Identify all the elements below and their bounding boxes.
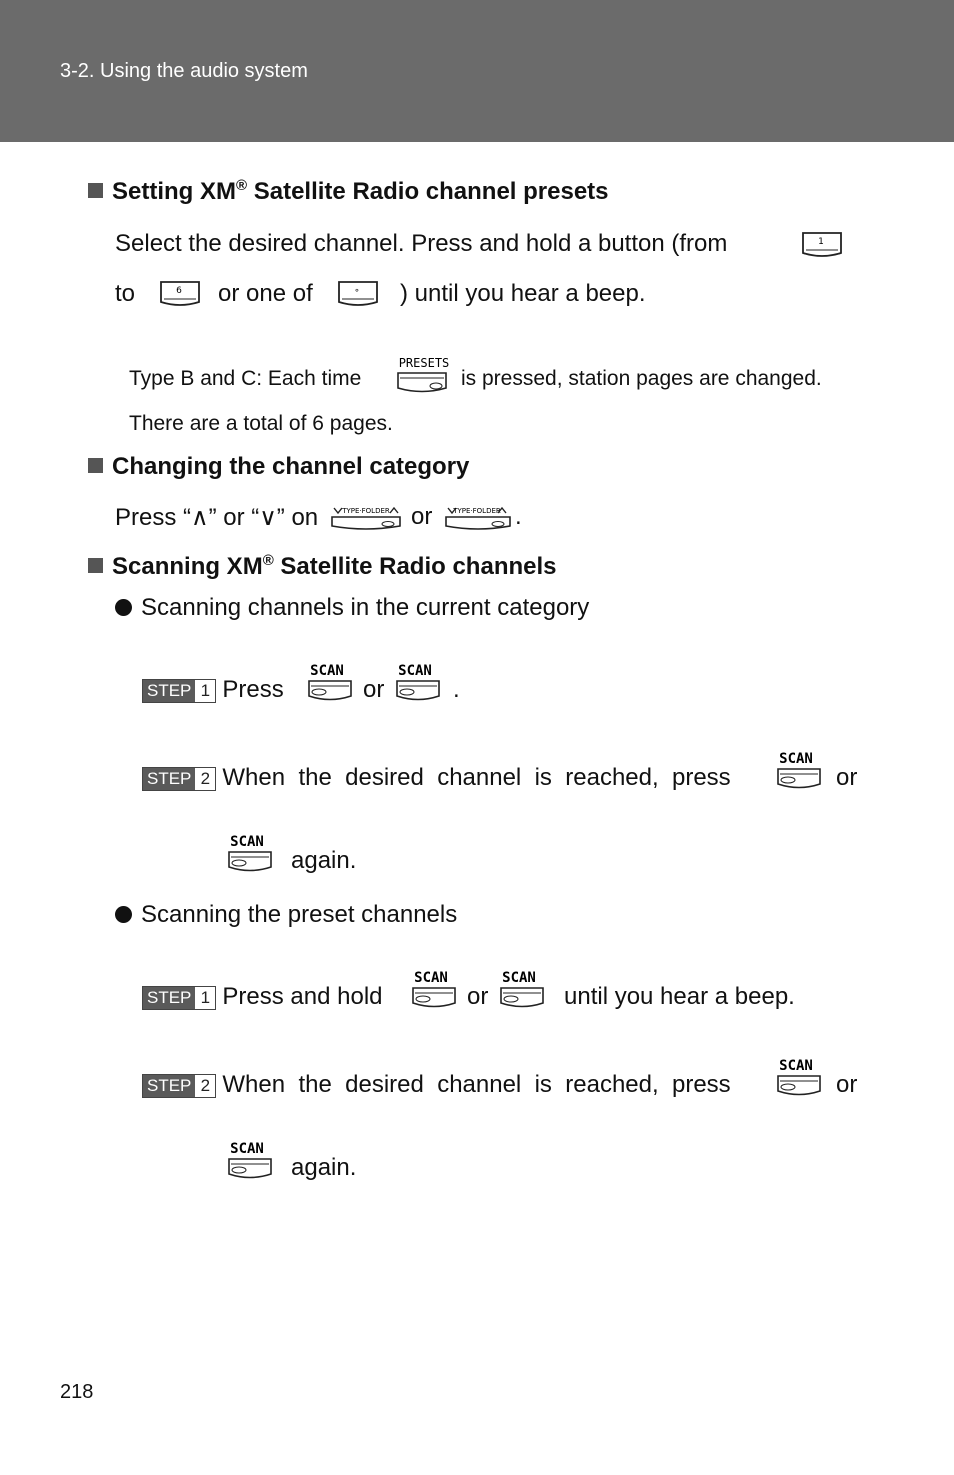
scan-label: SCAN — [230, 1141, 264, 1157]
step-text: or — [363, 676, 385, 703]
category-line-mid — [411, 503, 432, 531]
step-text: Press — [222, 676, 284, 703]
step-label: STEP — [143, 987, 195, 1009]
step-label: STEP — [143, 1075, 195, 1097]
breadcrumb: 3-2. Using the audio system — [60, 60, 308, 82]
step-label: STEP — [143, 768, 195, 790]
step-2-or — [836, 764, 857, 792]
preset-dot-button-icon — [336, 279, 380, 309]
section-heading-scanning — [88, 553, 557, 581]
registered-mark: ® — [236, 177, 248, 194]
step-number: 2 — [200, 1075, 211, 1095]
section-heading-category — [88, 453, 469, 481]
body-text: to — [115, 280, 136, 307]
step-1-end — [453, 676, 460, 704]
step-2-again — [291, 847, 356, 875]
preset-6-label: 6 — [176, 286, 182, 296]
section-heading-presets — [88, 178, 609, 206]
type-folder-label: TYPE·FOLDER — [453, 507, 501, 515]
scan-button-icon — [394, 662, 444, 706]
presets-button-icon — [396, 355, 452, 397]
step-1-row-preset — [142, 983, 383, 1011]
type-folder-button-icon — [330, 502, 402, 532]
scan-label: SCAN — [230, 834, 264, 850]
presets-line-2-mid — [218, 280, 313, 308]
scan-subheading-1 — [115, 594, 589, 622]
category-line-end — [515, 503, 522, 531]
body-text: or one of — [218, 280, 313, 307]
step-text: again. — [291, 1154, 357, 1181]
body-text: . — [515, 503, 522, 530]
scan-button-icon — [775, 1057, 825, 1101]
step-number: 1 — [200, 680, 211, 700]
presets-line-2 — [115, 280, 135, 308]
presets-line-1 — [115, 230, 727, 258]
note-text: is pressed, station pages are changed. — [461, 367, 822, 390]
subheading-text: Scanning channels in the current category — [141, 594, 590, 621]
scan-button-icon — [498, 969, 548, 1013]
type-folder-label: TYPE·FOLDER — [342, 507, 390, 515]
scan-button-icon — [226, 833, 276, 877]
preset-1-button-icon — [800, 230, 844, 260]
round-bullet-icon — [115, 906, 132, 923]
heading-text: Scanning XM — [112, 553, 263, 580]
square-bullet-icon — [88, 558, 103, 573]
step-2-row — [142, 764, 731, 792]
presets-note-1 — [129, 367, 361, 391]
category-line — [115, 503, 318, 532]
step-2-row-preset — [142, 1071, 731, 1099]
scan-subheading-2 — [115, 901, 457, 929]
step-number: 2 — [200, 768, 211, 788]
presets-note-1-end — [461, 367, 822, 391]
body-text: or — [411, 503, 433, 530]
step-text: or — [467, 983, 489, 1010]
step-text: again. — [291, 847, 357, 874]
step-text: When the desired channel is reached, press — [222, 1071, 731, 1098]
step-2-again-preset — [291, 1154, 356, 1182]
note-text: There are a total of 6 pages. — [129, 412, 393, 435]
presets-note-2 — [129, 412, 393, 436]
heading-text: Satellite Radio channel presets — [247, 178, 609, 205]
preset-6-button-icon — [158, 279, 202, 309]
scan-button-icon — [306, 662, 356, 706]
step-text: Press and hold — [222, 983, 383, 1010]
step-label: STEP — [143, 680, 195, 702]
body-text: Select the desired channel. Press and hold a button (from — [115, 230, 728, 257]
step-text: until you hear a beep. — [564, 983, 795, 1010]
round-bullet-icon — [115, 599, 132, 616]
header-bar — [0, 0, 954, 142]
scan-label: SCAN — [779, 751, 813, 767]
preset-dot-label: ∘ — [354, 286, 360, 296]
heading-text: Satellite Radio channels — [273, 553, 557, 580]
heading-text: Setting XM — [112, 178, 236, 205]
note-text: Type B and C: Each time — [129, 367, 362, 390]
step-1-or-preset — [467, 983, 488, 1011]
square-bullet-icon — [88, 183, 103, 198]
scan-button-icon — [410, 969, 460, 1013]
scan-button-icon — [775, 750, 825, 794]
step-text: or — [836, 764, 858, 791]
body-text: Press “∧” or “∨” on — [115, 504, 319, 531]
preset-1-label: 1 — [818, 237, 824, 247]
scan-label: SCAN — [398, 663, 432, 679]
subheading-text: Scanning the preset channels — [141, 901, 458, 928]
scan-label: SCAN — [414, 970, 448, 986]
step-badge — [142, 679, 216, 703]
step-2-or-preset — [836, 1071, 857, 1099]
scan-label: SCAN — [502, 970, 536, 986]
body-text: ) until you hear a beep. — [400, 280, 646, 307]
registered-mark: ® — [262, 552, 274, 569]
step-text: or — [836, 1071, 858, 1098]
presets-line-2-end — [400, 280, 646, 308]
step-1-row — [142, 676, 284, 704]
step-text: . — [453, 676, 460, 703]
page-number: 218 — [60, 1381, 94, 1403]
step-text: When the desired channel is reached, press — [222, 764, 731, 791]
step-badge — [142, 767, 216, 791]
square-bullet-icon — [88, 458, 103, 473]
type-folder-button-icon-2 — [444, 502, 512, 532]
heading-text: Changing the channel category — [112, 453, 470, 480]
step-badge — [142, 986, 216, 1010]
step-1-end-preset — [564, 983, 795, 1011]
presets-label: PRESETS — [398, 356, 450, 370]
step-number: 1 — [200, 987, 211, 1007]
step-badge — [142, 1074, 216, 1098]
scan-label: SCAN — [310, 663, 344, 679]
scan-button-icon — [226, 1140, 276, 1184]
scan-label: SCAN — [779, 1058, 813, 1074]
step-1-or — [363, 676, 384, 704]
